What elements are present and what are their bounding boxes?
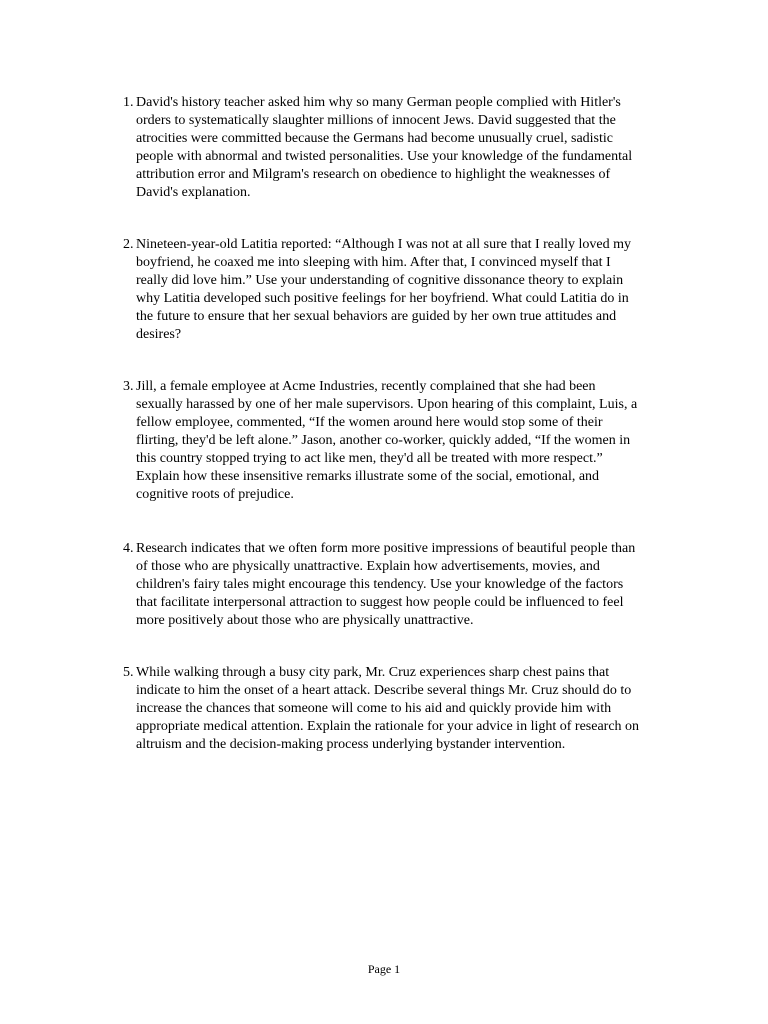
question-line: Nineteen-year-old Latitia reported: “Although I was not at all sure that I really loved my [136, 237, 631, 252]
question-line: why Latitia developed such positive feelings for her boyfriend. What could Latitia do in [136, 291, 629, 306]
question-line: people with abnormal and twisted personalities. Use your knowledge of the fundamental [136, 149, 633, 164]
question-text [136, 236, 683, 344]
question-number: 4. [123, 541, 134, 556]
question-line: Jill, a female employee at Acme Industries, recently complained that she had been [136, 379, 596, 394]
question-line: of those who are physically unattractive. Explain how advertisements, movies, and [136, 559, 600, 574]
question-line: really did love him.” Use your understanding of cognitive dissonance theory to explain [136, 273, 624, 288]
question-text [136, 540, 683, 630]
question-line: more positively about those who are physically unattractive. [136, 613, 474, 628]
question-1 [123, 94, 683, 202]
question-5 [123, 664, 683, 754]
question-line: increase the chances that someone will come to his aid and quickly provide him with [136, 701, 612, 716]
question-line: the future to ensure that her sexual behaviors are guided by her own true attitudes and [136, 309, 617, 324]
question-line: atrocities were committed because the Germans had become unusually cruel, sadistic [136, 131, 613, 146]
page-number: Page 1 [367, 962, 401, 976]
question-line: fellow employee, commented, “If the women around here would stop some of their [136, 415, 603, 430]
question-line: flirting, they'd be left alone.” Jason, another co-worker, quickly added, “If the women in [136, 433, 631, 448]
question-line: children's fairy tales might encourage this tendency. Use your knowledge of the factors [136, 577, 624, 592]
question-text [136, 378, 683, 504]
question-line: boyfriend, he coaxed me into sleeping with him. After that, I convinced myself that I [136, 255, 611, 270]
question-4 [123, 540, 683, 630]
question-line: David's history teacher asked him why so many German people complied with Hitler's [136, 95, 621, 110]
question-line: Explain how these insensitive remarks illustrate some of the social, emotional, and [136, 469, 600, 484]
question-text [136, 94, 683, 202]
question-line: appropriate medical attention. Explain the rationale for your advice in light of research on [136, 719, 640, 734]
question-line: David's explanation. [136, 185, 251, 200]
question-line: orders to systematically slaughter millions of innocent Jews. David suggested that the [136, 113, 616, 128]
question-number: 2. [123, 237, 134, 252]
question-line: cognitive roots of prejudice. [136, 487, 294, 502]
question-line: While walking through a busy city park, Mr. Cruz experiences sharp chest pains that [136, 665, 610, 680]
question-number: 1. [123, 95, 134, 110]
question-line: sexually harassed by one of her male supervisors. Upon hearing of this complaint, Luis, a [136, 397, 638, 412]
question-line: indicate to him the onset of a heart attack. Describe several things Mr. Cruz should do to [136, 683, 632, 698]
question-line: this country stopped trying to act like men, they'd all be treated with more respect.” [136, 451, 603, 466]
question-line: altruism and the decision-making process underlying bystander intervention. [136, 737, 566, 752]
question-number: 3. [123, 379, 134, 394]
question-line: that facilitate interpersonal attraction to suggest how people could be influenced to feel [136, 595, 624, 610]
question-line: Research indicates that we often form more positive impressions of beautiful people than [136, 541, 636, 556]
question-number: 5. [123, 665, 134, 680]
question-line: attribution error and Milgram's research on obedience to highlight the weaknesses of [136, 167, 611, 182]
question-3 [123, 378, 683, 504]
question-text [136, 664, 683, 754]
question-line: desires? [136, 327, 182, 342]
question-2 [123, 236, 683, 344]
